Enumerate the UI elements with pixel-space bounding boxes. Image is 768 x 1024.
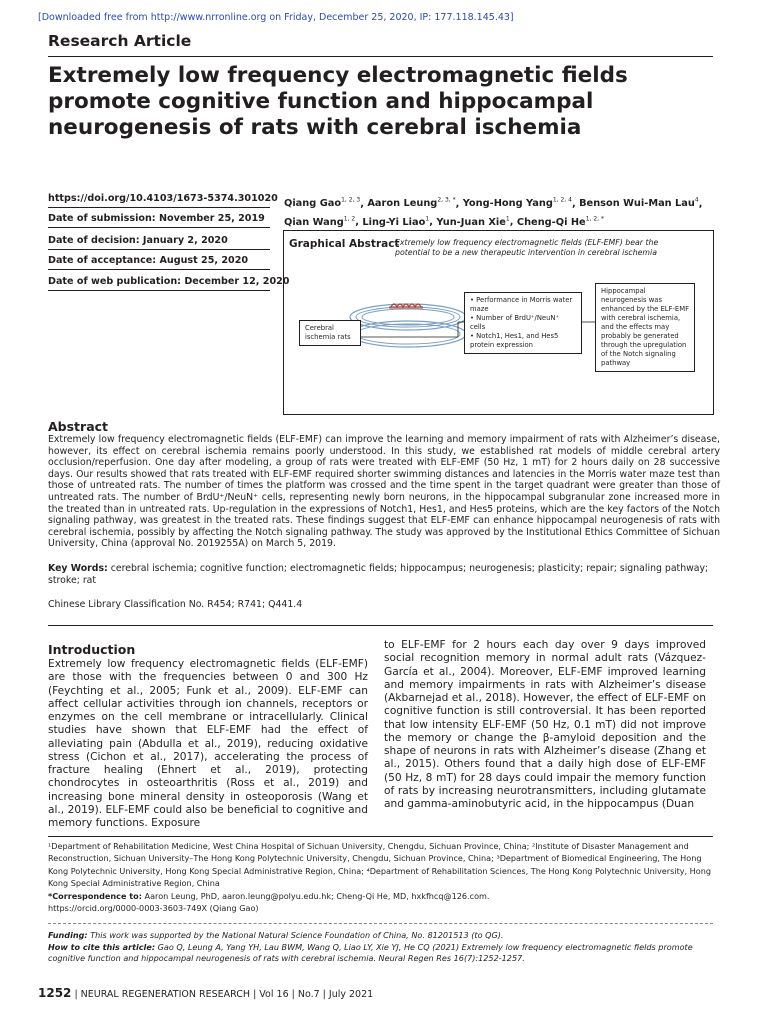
introduction-column-2: to ELF-EMF for 2 hours each day over 9 days improved social recognition memory in normal adult rats (Vázquez-García et al., 2004). Moreover, ELF-EMF improved learning and memory impairments in rats with Alzheimer’s disease (Akbarnejad et al., 2018). However, the effect of ELF-EMF on cognitive function is still controversial. It has been reported that low intensity ELF-EMF (50 Hz, 0.1 mT) did not improve the memory or change the β-amyloid deposition and the shape of neurons in rats with Alzheimer’s disease (Zhang et al., 2015). Others found that a daily high dose of ELF-EMF (50 Hz, 8 mT) for 28 days could impair the memory function of rats by increasing neurotransmitters, including glutamate and gamma-aminobutyric acid, in the hippocampus (Duan	[384, 639, 706, 810]
abstract-heading: Abstract	[48, 419, 109, 434]
article-title: Extremely low frequency electromagnetic fields promote cognitive function and hippocampal neurogenesis of rats with cerebral ischemia	[48, 63, 628, 140]
author: Yun-Juan Xie$^1$	[436, 215, 510, 228]
author: Yong-Hong Yang$^{1, 2, 4}$	[462, 197, 572, 210]
footnote-block	[48, 840, 713, 914]
author: Aaron Leung$^{2, 3, *}$	[367, 197, 456, 210]
funding-and-citation	[48, 930, 713, 965]
affiliations: ¹Department of Rehabilitation Medicine, West China Hospital of Sichuan University, Chengdu, Sichuan Province, China; ²Institute of Disaster Management and Reconstruction, Sichuan University–The Hong Kong Polytechnic University, Chengdu, Sichuan Province, China; ³Department of Biomedical Engineering, The Hong Kong Polytechnic University, Hong Kong Special Administrative Region, China; ⁴Department of Rehabilitation Sciences, The Hong Kong Polytechnic University, Hong Kong Special Administrative Region, China	[48, 841, 711, 889]
keywords-label: Key Words:	[48, 563, 108, 574]
keywords	[48, 563, 720, 586]
date-acceptance: Date of acceptance: August 25, 2020	[48, 255, 270, 270]
page-footer	[38, 986, 373, 1000]
journal-info: | NEURAL REGENERATION RESEARCH | Vol 16 | No.7 | July 2021	[74, 989, 374, 1000]
ga-box-conclusion: Hippocampal neurogenesis was enhanced by the ELF-EMF with cerebral ischemia, and the effects may probably be generated through the upregulation of the Notch signaling pathway	[595, 283, 695, 372]
keywords-list: cerebral ischemia; cognitive function; electromagnetic fields; hippocampus; neurogenesis; plasticity; repair; signaling pathway; stroke; rat	[48, 563, 709, 586]
funding: Funding: This work was supported by the National Natural Science Foundation of China, No. 81201513 (to QG).	[48, 930, 504, 940]
coil-icon	[350, 304, 466, 347]
author-list: Qiang Gao$^{1, 2, 3}$, Aaron Leung$^{2, 3, *}$, Yong-Hong Yang$^{1, 2, 4}$, Benson Wui-Man Lau$^4$, Qian Wang$^{1, 2}$, Ling-Yi Liao$^1$, Yun-Juan Xie$^1$, Cheng-Qi $He^{1, 2, *}$	[284, 197, 703, 228]
graphical-abstract-subtitle: Extremely low frequency electromagnetic fields (ELF-EMF) bear the potential to be a new therapeutic intervention in cerebral ischemia	[395, 238, 659, 257]
ga-box-outcomes	[464, 292, 582, 354]
ga-outcome-item: • Number of BrdU⁺/NeuN⁺ cells	[470, 314, 560, 331]
footnote-divider	[48, 923, 713, 924]
author: Benson Wui-Man Lau$^4$	[579, 197, 699, 210]
correspondence: *Correspondence to: Aaron Leung, PhD, aaron.leung@polyu.edu.hk; Cheng-Qi He, MD, hxkfhcq@126.com.	[48, 890, 490, 901]
author: Qiang Gao$^{1, 2, 3}$	[284, 197, 361, 210]
date-web-publication: Date of web publication: December 12, 2020	[48, 276, 270, 291]
doi-link[interactable]: https://doi.org/10.4103/1673-5374.301020	[48, 193, 270, 208]
download-notice[interactable]: [Downloaded free from http://www.nrronline.org on Friday, December 25, 2020, IP: 177.118.145.43]	[38, 12, 514, 23]
author: Qian Wang$^{1, 2}$	[284, 215, 356, 228]
orcid-link[interactable]: https://orcid.org/0000-0003-3603-749X (Qiang Gao)	[48, 903, 259, 914]
citation: How to cite this article: Gao Q, Leung A, Yang YH, Lau BWM, Wang Q, Liao LY, Xie YJ, He CQ (2021) Extremely low frequency electromagnetic fields promote cognitive function and hippocampal neurogenesis of rats with cerebral ischemia. Neural Regen Res 16(7):1252-1257.	[48, 941, 693, 964]
footnote-rule	[48, 836, 713, 837]
ga-outcome-item: • Performance in Morris water maze	[470, 296, 573, 313]
classification-number: Chinese Library Classification No. R454; R741; Q441.4	[48, 599, 303, 610]
article-type-label: Research Article	[48, 32, 192, 50]
date-decision: Date of decision: January 2, 2020	[48, 235, 270, 250]
page-number: 1252	[38, 986, 72, 1000]
date-submission: Date of submission: November 25, 2019	[48, 213, 270, 228]
introduction-heading: Introduction	[48, 642, 136, 657]
abstract-body: Extremely low frequency electromagnetic fields (ELF-EMF) can improve the learning and memory impairment of rats with Alzheimer’s disease, however, its effect on cerebral ischemia remains poorly understood. In this study, we established rat models of middle cerebral artery occlusion/reperfusion. One day after modeling, a group of rats were treated with ELF-EMF (50 Hz, 1 mT) for 2 hours daily on 28 successive days. Our results showed that rats treated with ELF-EMF required shorter swimming distances and latencies in the Morris water maze test than those of untreated rats. The number of times the platform was crossed and the time spent in the target quadrant were greater than those of untreated rats. The number of BrdU⁺/NeuN⁺ cells, representing newly born neurons, in the hippocampal subgranular zone increased more in the treated than in untreated rats. Up-regulation in the expressions of Notch1, Hes1, and Hes5 proteins, which are the key factors of the Notch signaling pathway, was greatest in the treated rats. These findings suggest that ELF-EMF can enhance hippocampal neurogenesis of rats with cerebral ischemia, possibly by affecting the Notch signaling pathway. The study was approved by the Institutional Ethics Committee of Sichuan University, China (approval No. 2019255A) on March 5, 2019.	[48, 434, 720, 550]
ga-outcome-item: • Notch1, Hes1, and Hes5 protein expression	[470, 332, 559, 349]
author: Cheng-Qi $He^{1, 2, *}$	[516, 215, 604, 228]
header-rule	[48, 56, 713, 57]
author: Ling-Yi Liao$^1$	[362, 215, 430, 228]
section-rule	[48, 625, 713, 626]
graphical-abstract-title: Graphical Abstract	[289, 238, 400, 250]
ga-box-cerebral-ischemia: Cerebral ischemia rats	[299, 320, 361, 346]
introduction-column-1: Extremely low frequency electromagnetic fields (ELF-EMF) are those with the frequencies between 0 and 300 Hz (Feychting et al., 2005; Funk et al., 2009). ELF-EMF can affect cellular activities through ion channels, receptors or enzymes on the cell membrane or intracellularly. Clinical studies have shown that ELF-EMF had the effect of alleviating pain (Abdulla et al., 2019), reducing oxidative stress (Cichon et al., 2017), accelerating the process of fracture healing (Ehnert et al., 2019), protecting chondrocytes in osteoarthritis (Ross et al., 2019) and increasing bone mineral density in osteoporosis (Wang et al., 2019). ELF-EMF could also be beneficial to cognitive and memory functions. Exposure	[48, 658, 368, 829]
